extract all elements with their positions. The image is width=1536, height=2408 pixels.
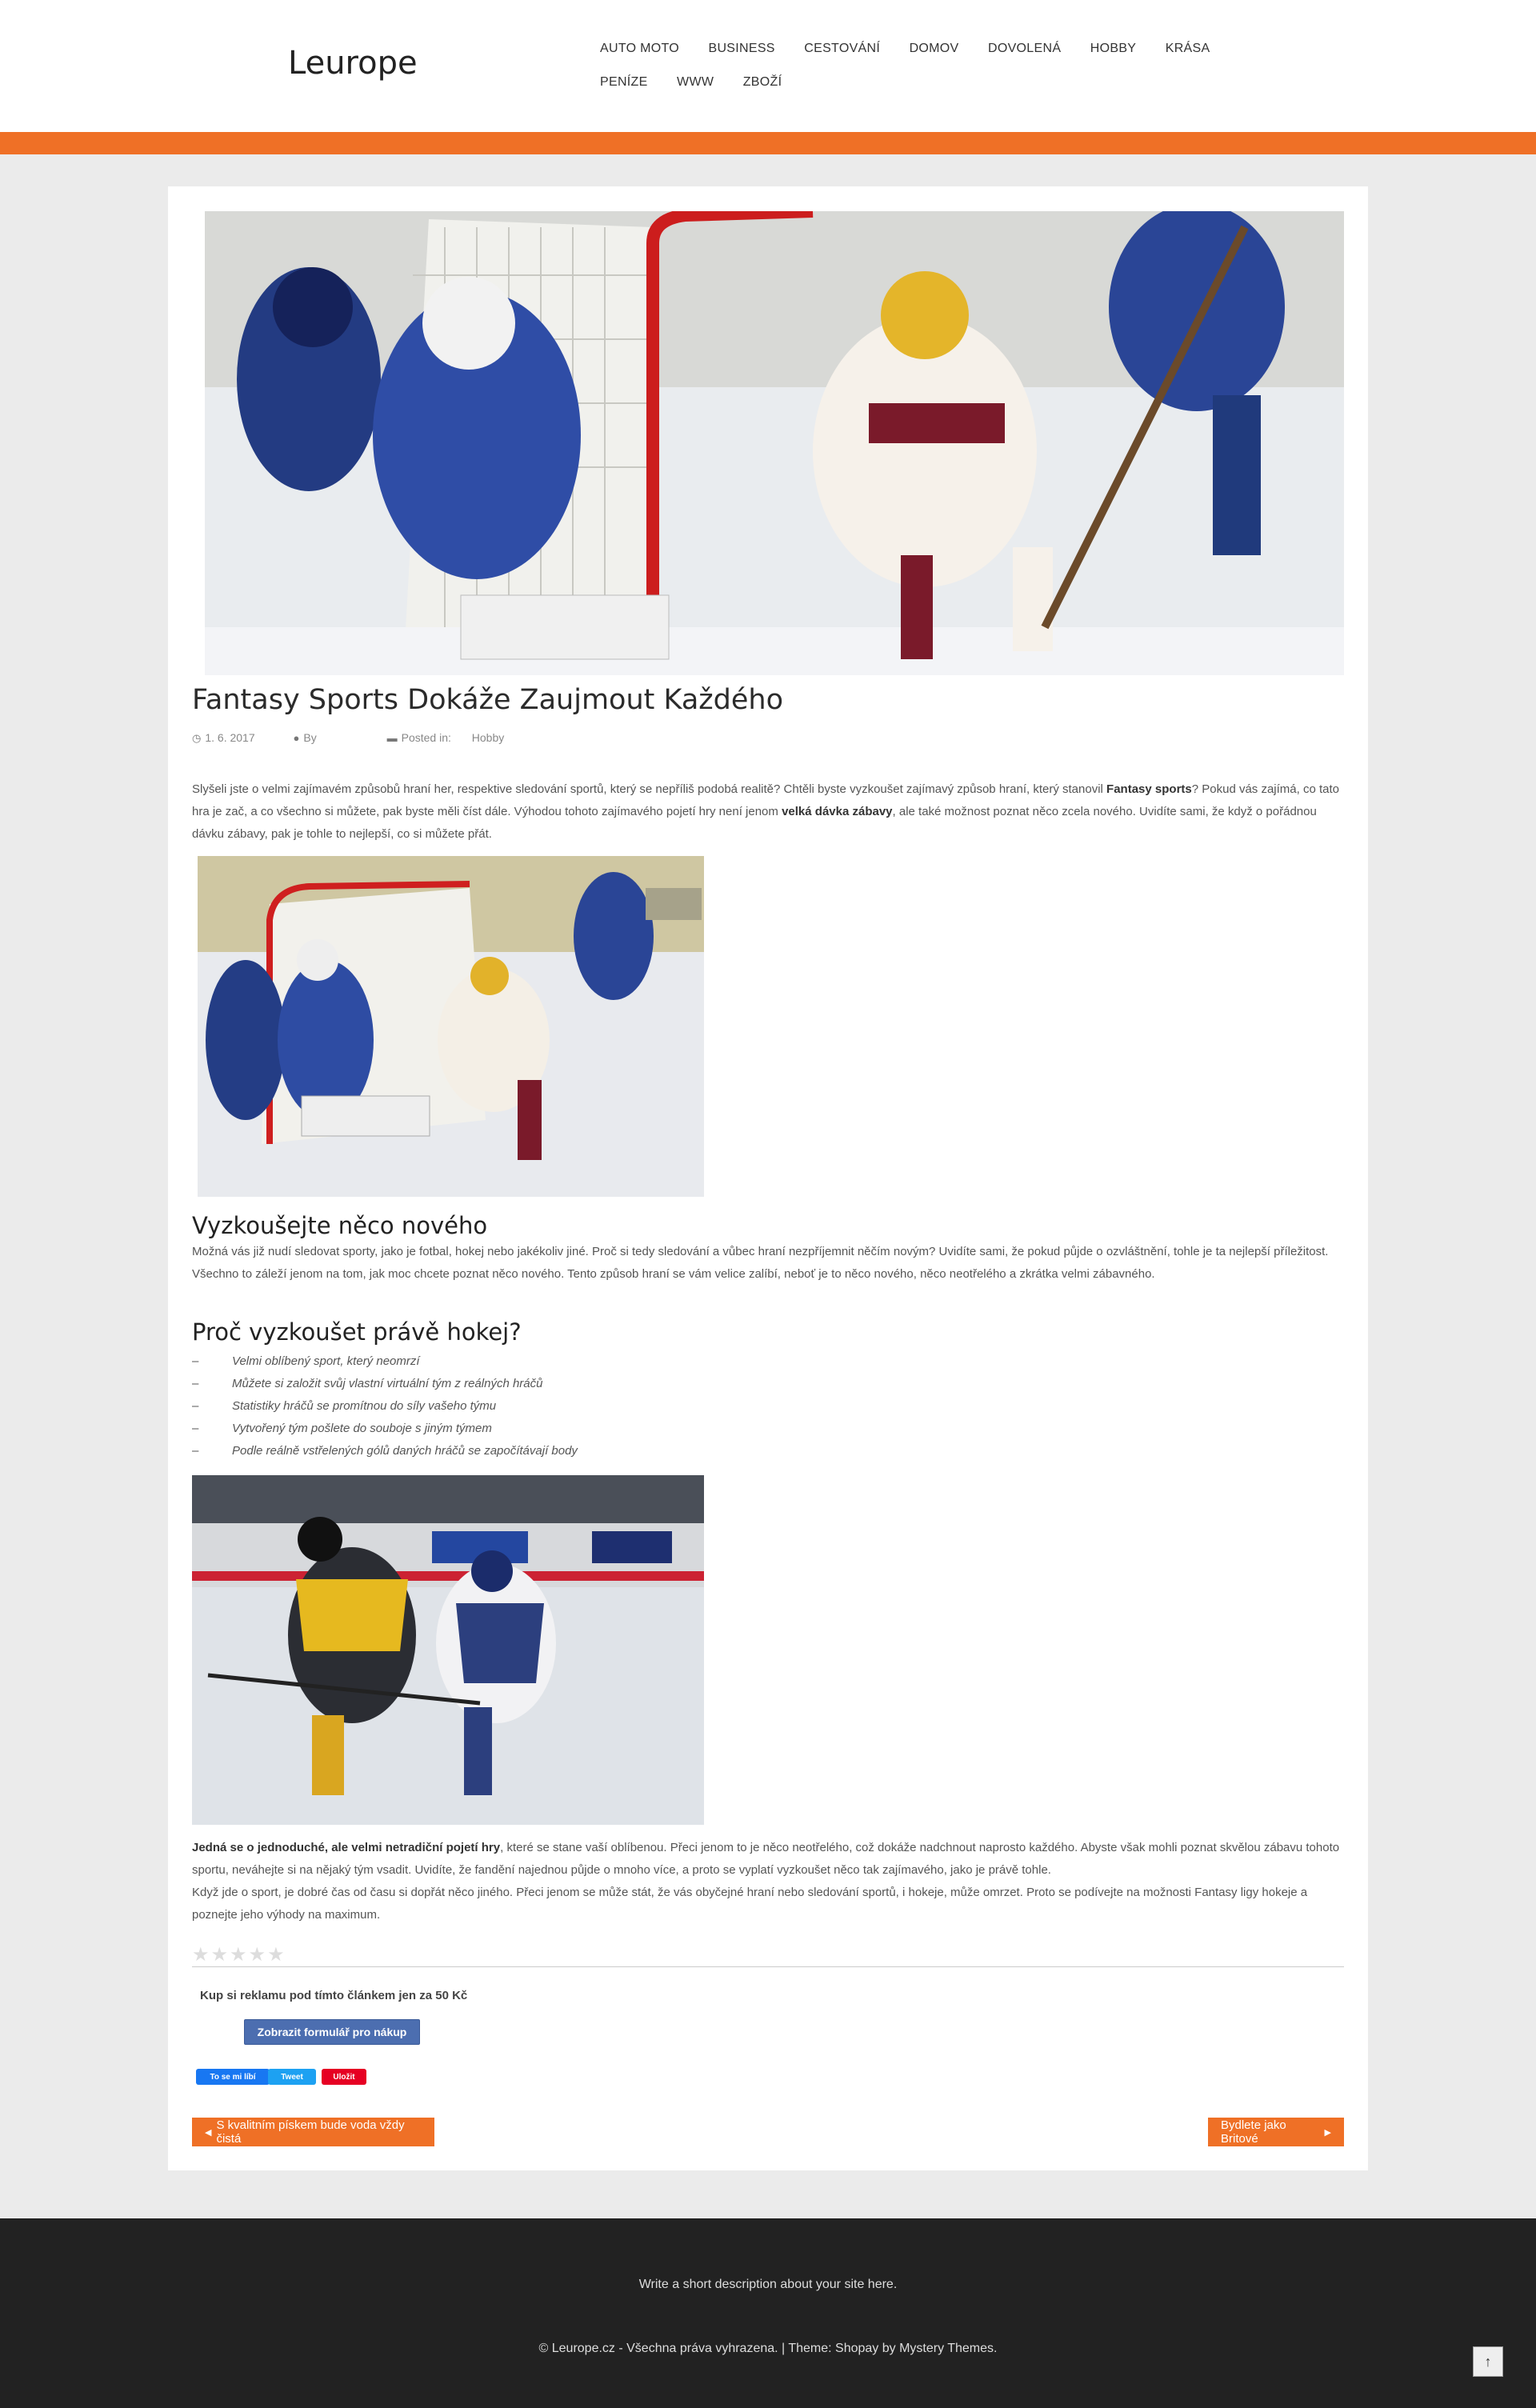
list-dash: –: [192, 1422, 199, 1435]
content-divider: [192, 1966, 1344, 1967]
list-item: [192, 1373, 912, 1395]
p3-text: , které se stane vaší oblíbenou. Přeci jenom to je něco neotřelého, což dokáže nadchnout naprosto každého. Abyste však mohli poznat skvělou zábavu tohoto sportu, neváhejte si na nějaký tým vsadit. Uvidíte, že fandění najednou půjde o mnoho více, a proto se vyplatí vyzkoušet něco tak zajímavého, jako je právě tohle.: [192, 1841, 1340, 1877]
p1-text-b: ? Pokud vás zajímá, co tato hra je zač, a co všechno si můžete, pak byste měli číst dále. Výhodou tohoto zajímavého pojetí hry není jenom: [192, 782, 1340, 818]
list-item-text: Podle reálně vstřelených gólů daných hráčů se započítávají body: [232, 1444, 578, 1458]
article-paragraph-1: [192, 778, 1344, 846]
reasons-list: [192, 1350, 912, 1462]
section-heading-2: Proč vyzkoušet právě hokej?: [192, 1318, 522, 1346]
list-item-text: Statistiky hráčů se promítnou do síly vašeho týmu: [232, 1399, 497, 1413]
nav-item-hobby[interactable]: HOBBY: [1090, 42, 1137, 55]
footer-copyright: © Leurope.cz - Všechna práva vyhrazena. | Theme: Shopay by Mystery Themes.: [538, 2342, 998, 2355]
clock-icon: ◷: [192, 732, 202, 744]
post-category: [387, 731, 522, 744]
star-rating[interactable]: ★★★★★: [192, 1944, 286, 1966]
arrow-up-icon: ↑: [1484, 2353, 1492, 2370]
list-dash: –: [192, 1354, 199, 1368]
posted-in-label: Posted in:: [401, 731, 451, 744]
article-meta: [192, 731, 539, 745]
p1-text-c: , ale také možnost poznat něco zcela nového. Uvidíte sami, že když o pořádnou dávku zábavy, pak je tohle to nejlepší, co si můžete přát.: [192, 805, 1317, 841]
footer-description: Write a short description about your site here.: [638, 2278, 898, 2291]
nav-item-dovolena[interactable]: DOVOLENÁ: [987, 42, 1062, 55]
article-paragraph-2: Možná vás již nudí sledovat sporty, jako je fotbal, hokej nebo jakékoliv jiné. Proč si tedy sledování a vůbec hraní nezpříjemnit něčím novým? Uvidíte sami, že pokud půjde o ozvláštnění, tohle je ta nejlepší příležitost. Všechno to záleží jenom na tom, jak moc chcete poznat něco nového. Tento způsob hraní se vám velice zalíbí, neboť je to něco nového, něco neotřelého a zkrátka velmi zábavného.: [192, 1245, 1329, 1281]
post-date-text[interactable]: 1. 6. 2017: [205, 731, 255, 744]
nav-item-krasa[interactable]: KRÁSA: [1165, 42, 1210, 55]
site-logo[interactable]: Leurope: [288, 45, 418, 82]
nav-item-business[interactable]: BUSINESS: [708, 42, 775, 55]
list-dash: –: [192, 1377, 199, 1390]
previous-post-button[interactable]: [192, 2118, 434, 2146]
p3-bold: Jedná se o jednoduché, ale velmi netradiční pojetí hry: [192, 1841, 501, 1854]
list-item-text: Vytvořený tým pošlete do souboje s jiným týmem: [232, 1422, 492, 1435]
chevron-right-icon: ▶: [1324, 2127, 1331, 2138]
next-post-label: Bydlete jako Britové: [1221, 2118, 1286, 2146]
scroll-to-top-button[interactable]: [1473, 2346, 1503, 2377]
nav-item-zbozi[interactable]: ZBOŽÍ: [742, 75, 782, 89]
nav-item-penize[interactable]: PENÍZE: [600, 75, 648, 89]
article-card: [168, 186, 1368, 2170]
chevron-left-icon: ◀: [205, 2127, 212, 2138]
p1-bold-a: Fantasy sports: [1106, 782, 1192, 796]
main-nav: [592, 32, 1232, 99]
nav-item-auto-moto[interactable]: AUTO MOTO: [600, 42, 680, 55]
nav-item-www[interactable]: WWW: [677, 75, 714, 89]
category-link[interactable]: Hobby: [471, 731, 505, 744]
show-purchase-form-button[interactable]: Zobrazit formulář pro nákup: [244, 2019, 420, 2045]
p1-bold-b: velká dávka zábavy: [782, 805, 893, 818]
hockey-players-image: [192, 1475, 704, 1825]
list-item-text: Velmi oblíbený sport, který neomrzí: [232, 1354, 420, 1368]
list-item: [192, 1440, 912, 1462]
promo-text: Kup si reklamu pod tímto článkem jen za 50 Kč: [200, 1989, 468, 2002]
previous-post-label: S kvalitním pískem bude voda vždy čistá: [216, 2118, 405, 2146]
post-author: [294, 731, 334, 744]
list-dash: –: [192, 1399, 199, 1413]
list-dash: –: [192, 1444, 199, 1458]
list-item: [192, 1395, 912, 1418]
facebook-like-button[interactable]: To se mi líbí: [196, 2069, 270, 2085]
hockey-goal-image: [198, 856, 704, 1197]
p1-text-a: Slyšeli jste o velmi zajímavém způsobů hraní her, respektive sledování sportů, který se nepříliš podobá realitě? Chtěli byste vyzkoušet zajímavý způsob hraní, který stanovil: [192, 782, 1107, 796]
hero-image: [205, 211, 1344, 675]
post-author-text: By: [303, 731, 317, 744]
pinterest-save-button[interactable]: Uložit: [322, 2069, 366, 2085]
site-footer: [0, 2218, 1536, 2408]
folder-icon: ▬: [386, 732, 398, 744]
article-paragraph-3: [192, 1837, 1344, 1882]
list-item: [192, 1350, 912, 1373]
article-title: Fantasy Sports Dokáže Zaujmout Každého: [192, 684, 783, 716]
list-item: [192, 1418, 912, 1440]
nav-item-cestovani[interactable]: CESTOVÁNÍ: [804, 42, 881, 55]
header-accent-bar: [0, 132, 1536, 154]
user-icon: ●: [293, 732, 300, 744]
article-paragraph-4: Když jde o sport, je dobré čas od času si dopřát něco jiného. Přeci jenom se může stát, že vás obyčejné hraní nebo sledování sportů, i hokeje, může omrzet. Proto se podívejte na možnosti Fantasy ligy hokeje a poznejte jeho výhody na maximum.: [192, 1886, 1308, 1922]
next-post-button[interactable]: [1208, 2118, 1344, 2146]
site-header: [0, 0, 1536, 132]
tweet-button[interactable]: Tweet: [268, 2069, 316, 2085]
nav-item-domov[interactable]: DOMOV: [909, 42, 959, 55]
section-heading-1: Vyzkoušejte něco nového: [192, 1212, 488, 1239]
list-item-text: Můžete si založit svůj vlastní virtuální tým z reálných hráčů: [232, 1377, 543, 1390]
post-date: [192, 731, 273, 744]
